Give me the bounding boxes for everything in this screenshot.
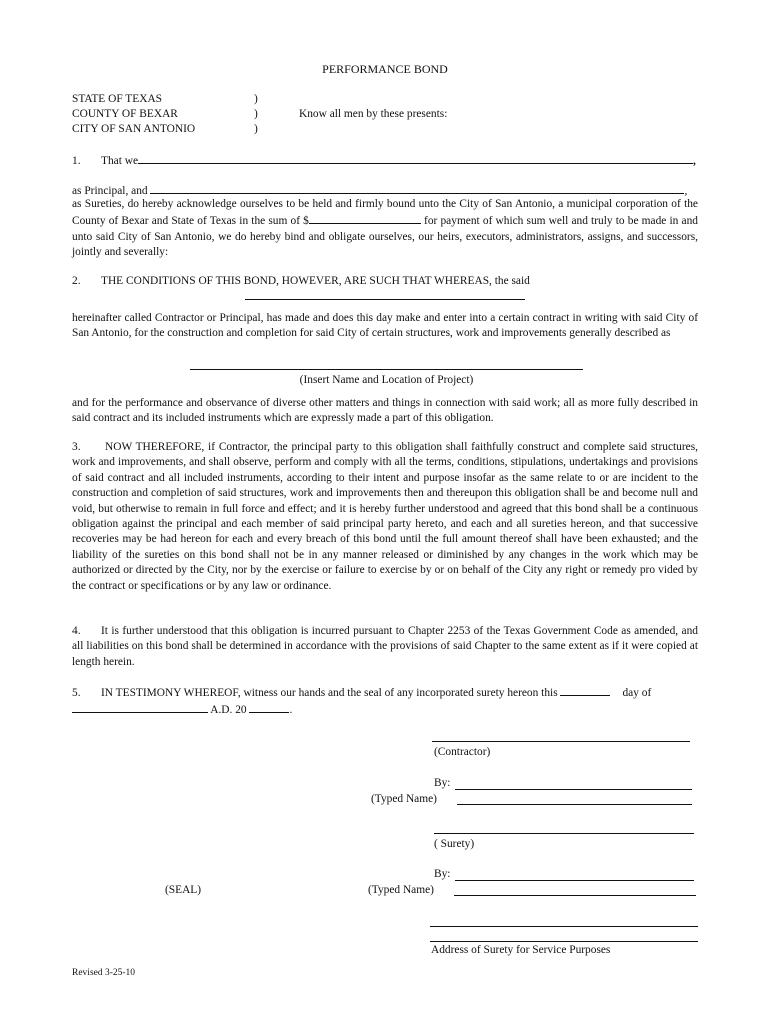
section-number: 5.	[72, 687, 81, 699]
section-2-body: hereinafter called Contractor or Principal, has made and does this day make and enter into a certain contract in writing with said City of San Antonio, for the construction and completion for said City of certain structures, work and improvements generally described as	[72, 312, 698, 340]
know-all-men: Know all men by these presents:	[299, 108, 448, 120]
state-line: STATE OF TEXAS	[72, 93, 163, 105]
section-1-body	[72, 197, 698, 261]
contractor-typed-name-label: (Typed Name)	[371, 793, 437, 805]
surety-typed-name-line[interactable]	[454, 895, 696, 896]
paren: )	[254, 93, 258, 105]
section-number: 2.	[72, 275, 81, 287]
section-2-body-2: and for the performance and observance of diverse other matters and things in connection with said work; all as more fully described in said contract and its included instruments which are expressly made a part of this obligation.	[72, 397, 698, 425]
section-1-text-a: as Sureties, do hereby acknowledge ourselves to be held and firmly bound unto the City of San Antonio, a municipal corporation of the County of Bexar and State of Texas in the sum of $	[72, 198, 698, 228]
surety-by-line[interactable]	[455, 880, 694, 881]
address-line-1[interactable]	[430, 926, 698, 927]
surety-by-label: By:	[434, 868, 451, 880]
contractor-label: (Contractor)	[434, 746, 491, 758]
section-2-heading: THE CONDITIONS OF THIS BOND, HOWEVER, ARE SUCH THAT WHEREAS, the said	[101, 275, 530, 287]
section-3-text: NOW THEREFORE, if Contractor, the principal party to this obligation shall faithfully construct and complete said structures, work and improvements, and shall observe, perform and comply with all the terms, conditions, stipulations, undertakings and provisions of said contract and all included instruments, according to their intent and purpose insofar as the same relate to or are incident to the construction and completion of said structures, work and improvements then and thereupon this obligation shall be and become null and void, but otherwise to remain in full force and effect; and it is hereby further understood and agreed that this bond shall be a continuous obligation against the principal and each member of said principal party hereto, and each and all sureties hereon, and that successive recoveries may be had hereon for each and every breach of this bond until the full amount thereof shall have been exhausted; and the liability of the sureties on this bond shall not be in any manner released or diminished by any changes in the work which may be authorized or directed by the City, nor by the exercise or failure to exercise by or on behalf of the City any right or remedy pro vided by the contract or specifications or by any law or ordinance.	[72, 441, 698, 592]
section-5-date-line	[72, 701, 292, 718]
section-4-text: It is further understood that this obligation is incurred pursuant to Chapter 2253 of the Texas Government Code as amended, and all liabilities on this bond shall be determined in accordance with the provisions of said Chapter to the same extent as if it were copied at length herein.	[72, 625, 698, 668]
seal-label: (SEAL)	[165, 884, 202, 896]
bond-sum-blank[interactable]	[309, 212, 421, 224]
address-line-2[interactable]	[430, 941, 698, 942]
surety-label: ( Surety)	[434, 838, 475, 850]
contractor-by-label: By:	[434, 777, 451, 789]
month-blank[interactable]	[72, 701, 208, 713]
contractor-name-blank[interactable]	[245, 288, 525, 300]
jurisdiction-block	[72, 92, 195, 137]
paren-column	[254, 92, 258, 137]
section-5-text: IN TESTIMONY WHEREOF, witness our hands and the seal of any incorporated surety hereon this	[101, 687, 558, 699]
county-line: COUNTY OF BEXAR	[72, 108, 178, 120]
section-5	[72, 684, 698, 701]
paren: )	[254, 108, 258, 120]
day-of-label: day of	[622, 687, 652, 699]
that-we-blank[interactable]	[138, 152, 693, 164]
contractor-by-line[interactable]	[455, 789, 692, 790]
contractor-typed-name-line[interactable]	[457, 804, 692, 805]
insert-project-label: (Insert Name and Location of Project)	[299, 374, 474, 386]
surety-typed-name-label: (Typed Name)	[368, 884, 434, 896]
city-line: CITY OF SAN ANTONIO	[72, 123, 196, 135]
contractor-signature-line[interactable]	[432, 741, 690, 742]
section-1-text-b: for payment of which sum well and truly to be made in and unto said City of San Antonio, we do hereby bind and obligate ourselves, our heirs, executors, administrators, assigns, and successors, jointly and severally:	[72, 215, 698, 259]
revision-footer: Revised 3-25-10	[72, 968, 136, 978]
section-1-principal: as Principal, and ,	[72, 182, 698, 199]
year-blank[interactable]	[249, 701, 289, 713]
section-3	[72, 440, 698, 594]
period: .	[289, 704, 293, 716]
that-we-label: That we	[101, 155, 139, 167]
surety-signature-line[interactable]	[434, 833, 694, 834]
paren: )	[254, 123, 258, 135]
surety-name-blank[interactable]	[150, 182, 684, 194]
document-title: PERFORMANCE BOND	[322, 62, 448, 76]
section-number: 3.	[72, 441, 81, 453]
section-number: 4.	[72, 625, 81, 637]
section-1-that-we: 1. That we ,	[72, 152, 698, 169]
section-4	[72, 624, 698, 670]
as-principal-label: as Principal, and	[72, 185, 148, 197]
project-blank[interactable]	[190, 358, 583, 370]
section-number: 1.	[72, 155, 81, 167]
ad-label: A.D. 20	[210, 704, 247, 716]
address-label: Address of Surety for Service Purposes	[431, 944, 611, 956]
day-blank[interactable]	[560, 684, 610, 696]
